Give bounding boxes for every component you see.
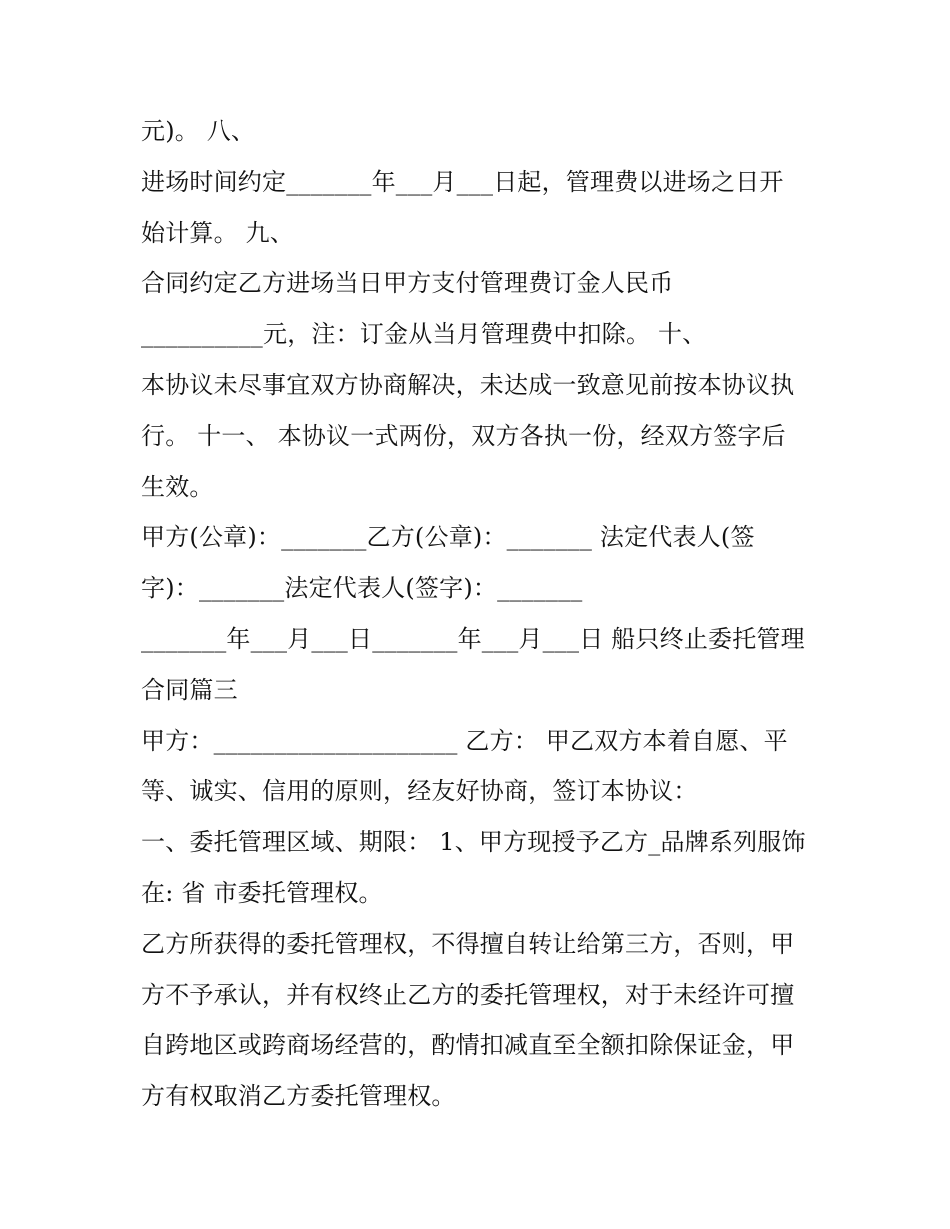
text-line: 等、诚实、信用的原则，经友好协商，签订本协议：: [141, 777, 698, 806]
text-line: _______年___月___日_______年___月___日 船只终止委托管理: [141, 624, 805, 653]
text-line: 合同篇三: [141, 675, 238, 704]
text-line: 方有权取消乙方委托管理权。: [141, 1082, 456, 1111]
text-line: 进场时间约定_______年___月___日起，管理费以进场之日开: [141, 167, 784, 196]
text-line: __________元，注：订金从当月管理费中扣除。 十、: [141, 320, 707, 349]
text-line: 始计算。 九、: [141, 218, 295, 247]
text-line: 方不予承认，并有权终止乙方的委托管理权，对于未经许可擅: [141, 980, 795, 1009]
text-line: 行。 十一、 本协议一式两份，双方各执一份，经双方签字后: [141, 421, 786, 450]
text-line: 元)。 八、: [141, 117, 256, 145]
text-line: 本协议未尽事宜双方协商解决，未达成一致意见前按本协议执: [141, 370, 795, 399]
text-line: 在: 省 市委托管理权。: [141, 878, 383, 907]
text-line: 合同约定乙方进场当日甲方支付管理费订金人民币: [141, 269, 674, 298]
text-line: 乙方所获得的委托管理权，不得擅自转让给第三方，否则，甲: [141, 929, 795, 958]
document-body: [141, 106, 821, 1122]
text-line: 生效。: [141, 472, 214, 501]
text-line: 字)：_______法定代表人(签字)：_______: [141, 574, 583, 603]
text-line: 甲方(公章)：_______乙方(公章)：_______ 法定代表人(签: [141, 523, 755, 552]
text-line: 一、委托管理区域、期限： 1、甲方现授予乙方_品牌系列服饰: [141, 828, 806, 857]
text-line: 自跨地区或跨商场经营的，酌情扣减直至全额扣除保证金，甲: [141, 1031, 795, 1060]
text-line: 甲方：____________________ 乙方： 甲乙双方本着自愿、平: [141, 726, 788, 755]
